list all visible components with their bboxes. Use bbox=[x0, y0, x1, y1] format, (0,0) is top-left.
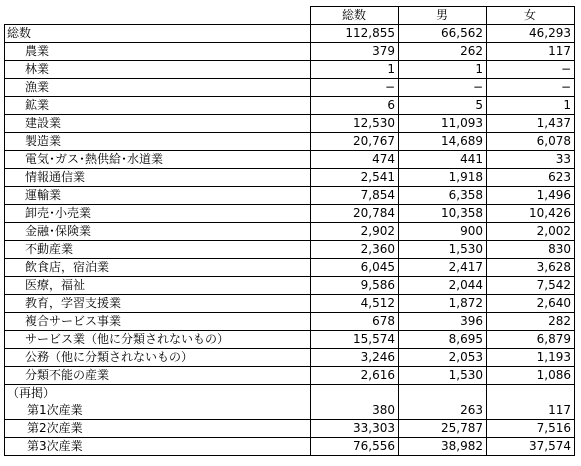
cell-male: − bbox=[399, 79, 487, 97]
row-label: 情報通信業 bbox=[5, 169, 311, 187]
row-label: 製造業 bbox=[5, 133, 311, 151]
total-row bbox=[5, 25, 575, 43]
row-label: 公務（他に分類されないもの） bbox=[5, 349, 311, 367]
cell-female: 117 bbox=[487, 43, 575, 61]
cell-total: 2,360 bbox=[311, 241, 399, 259]
cell-female: 830 bbox=[487, 241, 575, 259]
header-male: 男 bbox=[399, 7, 487, 25]
cell-total: 7,854 bbox=[311, 187, 399, 205]
cell-male: 1,530 bbox=[399, 241, 487, 259]
industry-row bbox=[5, 133, 575, 151]
cell-total: 380 bbox=[311, 402, 399, 420]
cell-female: 1,193 bbox=[487, 349, 575, 367]
cell-male: 2,417 bbox=[399, 259, 487, 277]
industry-row bbox=[5, 205, 575, 223]
cell-total: 2,541 bbox=[311, 169, 399, 187]
cell-female: 1,437 bbox=[487, 115, 575, 133]
header-female: 女 bbox=[487, 7, 575, 25]
cell-female: 282 bbox=[487, 313, 575, 331]
cell-male: 1,918 bbox=[399, 169, 487, 187]
row-label: 金融･保険業 bbox=[5, 223, 311, 241]
cell-total: 9,586 bbox=[311, 277, 399, 295]
cell-male: 900 bbox=[399, 223, 487, 241]
row-label: 第3次産業 bbox=[5, 438, 311, 456]
row-label: 第2次産業 bbox=[5, 420, 311, 438]
industry-row bbox=[5, 169, 575, 187]
cell-female: 1 bbox=[487, 97, 575, 115]
cell-female: 1,496 bbox=[487, 187, 575, 205]
cell-female: 10,426 bbox=[487, 205, 575, 223]
industry-row bbox=[5, 259, 575, 277]
cell-female: 6,078 bbox=[487, 133, 575, 151]
recap-row bbox=[5, 402, 575, 420]
cell-female bbox=[487, 385, 575, 403]
cell-male: 6,358 bbox=[399, 187, 487, 205]
cell-total: 2,902 bbox=[311, 223, 399, 241]
cell-total: 6,045 bbox=[311, 259, 399, 277]
cell-total: 4,512 bbox=[311, 295, 399, 313]
row-label: 林業 bbox=[5, 61, 311, 79]
cell-female: − bbox=[487, 79, 575, 97]
row-label: 農業 bbox=[5, 43, 311, 61]
recap-heading-row bbox=[5, 385, 575, 403]
industry-row bbox=[5, 331, 575, 349]
header-row bbox=[5, 7, 575, 25]
cell-female: 3,628 bbox=[487, 259, 575, 277]
row-label: 鉱業 bbox=[5, 97, 311, 115]
row-label: 建設業 bbox=[5, 115, 311, 133]
industry-row bbox=[5, 187, 575, 205]
industry-row bbox=[5, 277, 575, 295]
header-corner-cell bbox=[5, 7, 311, 25]
cell-female: 2,002 bbox=[487, 223, 575, 241]
employment-by-industry-table bbox=[4, 6, 575, 456]
cell-female: 33 bbox=[487, 151, 575, 169]
row-label: 複合サービス事業 bbox=[5, 313, 311, 331]
row-label: サービス業（他に分類されないもの） bbox=[5, 331, 311, 349]
cell-male: 1,872 bbox=[399, 295, 487, 313]
industry-row bbox=[5, 295, 575, 313]
cell-male: 1 bbox=[399, 61, 487, 79]
industry-row bbox=[5, 115, 575, 133]
cell-total: 379 bbox=[311, 43, 399, 61]
industry-row bbox=[5, 241, 575, 259]
cell-male: 8,695 bbox=[399, 331, 487, 349]
cell-total: 12,530 bbox=[311, 115, 399, 133]
header-total: 総数 bbox=[311, 7, 399, 25]
industry-row bbox=[5, 79, 575, 97]
cell-total: 112,855 bbox=[311, 25, 399, 43]
cell-male: 396 bbox=[399, 313, 487, 331]
cell-male: 10,358 bbox=[399, 205, 487, 223]
cell-male: 2,044 bbox=[399, 277, 487, 295]
cell-male: 14,689 bbox=[399, 133, 487, 151]
cell-male bbox=[399, 385, 487, 403]
cell-male: 25,787 bbox=[399, 420, 487, 438]
cell-total: 20,767 bbox=[311, 133, 399, 151]
cell-male: 38,982 bbox=[399, 438, 487, 456]
cell-male: 5 bbox=[399, 97, 487, 115]
industry-row bbox=[5, 43, 575, 61]
cell-total: 20,784 bbox=[311, 205, 399, 223]
row-label: 教育，学習支援業 bbox=[5, 295, 311, 313]
cell-male: 2,053 bbox=[399, 349, 487, 367]
row-label: 第1次産業 bbox=[5, 402, 311, 420]
cell-male: 263 bbox=[399, 402, 487, 420]
cell-male: 1,530 bbox=[399, 367, 487, 385]
industry-row bbox=[5, 61, 575, 79]
industry-row bbox=[5, 349, 575, 367]
cell-total: 474 bbox=[311, 151, 399, 169]
industry-row bbox=[5, 223, 575, 241]
cell-total: 33,303 bbox=[311, 420, 399, 438]
cell-male: 262 bbox=[399, 43, 487, 61]
row-label: 卸売･小売業 bbox=[5, 205, 311, 223]
cell-total: 76,556 bbox=[311, 438, 399, 456]
cell-male: 11,093 bbox=[399, 115, 487, 133]
cell-total bbox=[311, 385, 399, 403]
recap-label: （再掲） bbox=[5, 385, 311, 403]
row-label: 医療，福祉 bbox=[5, 277, 311, 295]
industry-row bbox=[5, 313, 575, 331]
cell-female: 37,574 bbox=[487, 438, 575, 456]
row-label: 漁業 bbox=[5, 79, 311, 97]
cell-female: 1,086 bbox=[487, 367, 575, 385]
cell-female: 46,293 bbox=[487, 25, 575, 43]
cell-female: 2,640 bbox=[487, 295, 575, 313]
industry-row bbox=[5, 367, 575, 385]
cell-total: 678 bbox=[311, 313, 399, 331]
cell-female: 117 bbox=[487, 402, 575, 420]
cell-male: 441 bbox=[399, 151, 487, 169]
cell-total: 2,616 bbox=[311, 367, 399, 385]
cell-total: 6 bbox=[311, 97, 399, 115]
cell-female: 623 bbox=[487, 169, 575, 187]
row-label: 総数 bbox=[5, 25, 311, 43]
cell-total: 1 bbox=[311, 61, 399, 79]
row-label: 分類不能の産業 bbox=[5, 367, 311, 385]
recap-row bbox=[5, 420, 575, 438]
row-label: 不動産業 bbox=[5, 241, 311, 259]
industry-row bbox=[5, 151, 575, 169]
industry-row bbox=[5, 97, 575, 115]
cell-female: 7,542 bbox=[487, 277, 575, 295]
row-label: 電気･ガス･熱供給･水道業 bbox=[5, 151, 311, 169]
cell-female: − bbox=[487, 61, 575, 79]
recap-row bbox=[5, 438, 575, 456]
cell-female: 6,879 bbox=[487, 331, 575, 349]
row-label: 飲食店，宿泊業 bbox=[5, 259, 311, 277]
cell-male: 66,562 bbox=[399, 25, 487, 43]
cell-total: 3,246 bbox=[311, 349, 399, 367]
cell-female: 7,516 bbox=[487, 420, 575, 438]
row-label: 運輸業 bbox=[5, 187, 311, 205]
cell-total: 15,574 bbox=[311, 331, 399, 349]
cell-total: − bbox=[311, 79, 399, 97]
